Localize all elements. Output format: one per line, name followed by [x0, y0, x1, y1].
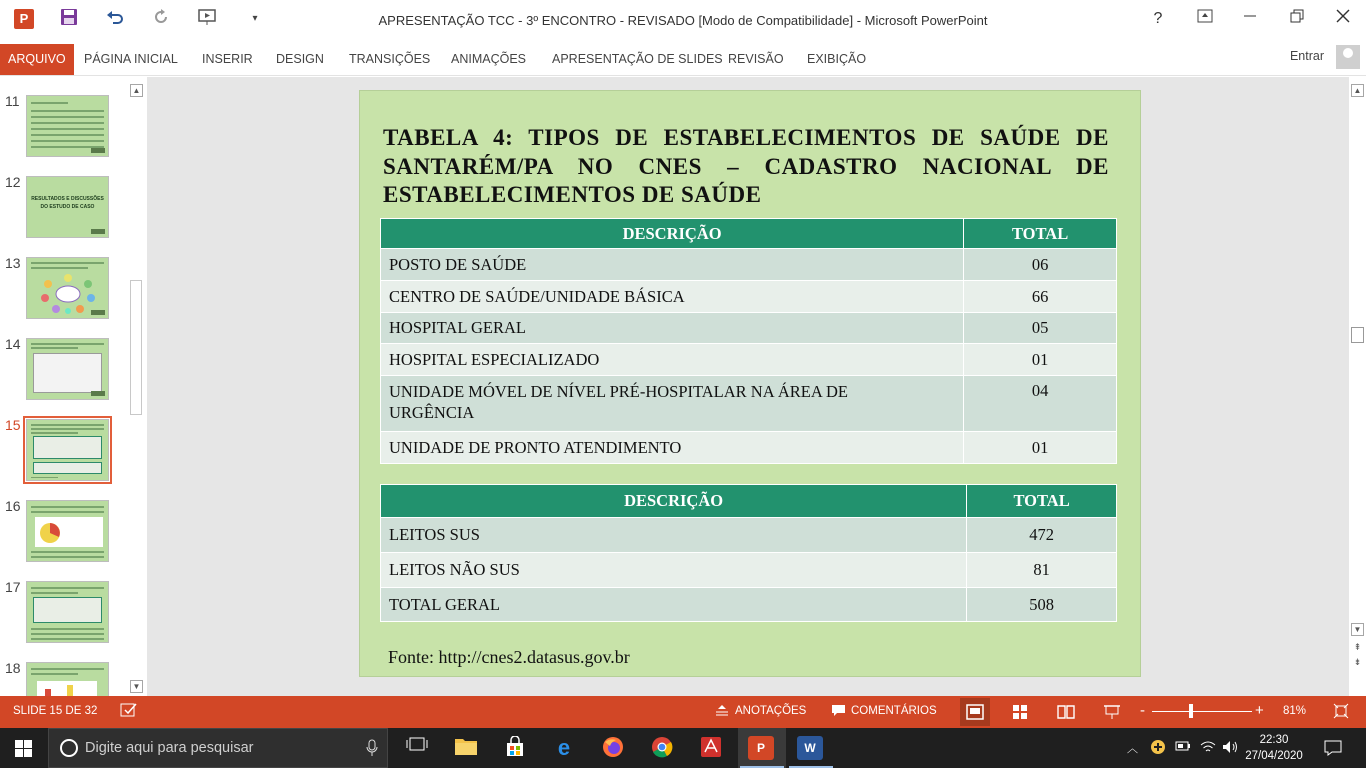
table-row	[381, 432, 1117, 464]
zoom-out-button[interactable]: -	[1140, 702, 1145, 719]
windows-taskbar	[0, 728, 1366, 768]
cortana-icon	[60, 739, 78, 757]
table-cell-description: TOTAL GERAL	[381, 588, 967, 622]
table-row	[381, 344, 1117, 376]
table-cell-description: LEITOS NÃO SUS	[381, 553, 967, 588]
slide-sorter-icon[interactable]	[1012, 704, 1028, 724]
thumbnail-number: 18	[5, 660, 21, 676]
thumbnail-number: 12	[5, 174, 21, 190]
thumbnail-title: RESULTADOS E DISCUSSÕES DO ESTUDO DE CASO	[31, 196, 104, 210]
table-row	[381, 588, 1117, 622]
slide-scrollbar[interactable]	[1349, 77, 1366, 696]
next-slide-icon[interactable]: ⇟	[1351, 657, 1364, 670]
reading-view-icon[interactable]	[1057, 704, 1075, 724]
sign-in-link[interactable]: Entrar	[1289, 49, 1324, 63]
slide-title[interactable]	[383, 124, 1109, 210]
column-header-descricao: DESCRIÇÃO	[381, 219, 964, 249]
table-cell-description: UNIDADE DE PRONTO ATENDIMENTO	[381, 432, 964, 464]
table-cell-total: 472	[967, 518, 1117, 553]
table-row	[381, 518, 1117, 553]
windows-start-icon[interactable]	[15, 740, 32, 757]
clock-time: 22:30	[1259, 734, 1289, 746]
slide-thumbnail-17[interactable]	[26, 581, 109, 643]
thumbnail-number: 13	[5, 255, 21, 271]
normal-view-icon[interactable]	[960, 698, 990, 726]
wifi-icon[interactable]	[1200, 740, 1216, 757]
search-placeholder: Digite aqui para pesquisar	[85, 740, 254, 756]
taskbar-clock[interactable]	[1240, 732, 1308, 764]
customize-quick-access-icon[interactable]: ▾	[252, 13, 258, 24]
notes-button[interactable]: ANOTAÇÕES	[735, 705, 807, 717]
table-row	[381, 313, 1117, 344]
user-avatar[interactable]	[1336, 45, 1360, 69]
scroll-up-icon[interactable]: ▲	[1351, 84, 1364, 97]
scroll-up-icon[interactable]: ▲	[130, 84, 143, 97]
tab-apresentacao-de-slides[interactable]: APRESENTAÇÃO DE SLIDES	[552, 52, 723, 66]
table-cell-description: CENTRO DE SAÚDE/UNIDADE BÁSICA	[381, 281, 964, 313]
zoom-level[interactable]: 81%	[1283, 705, 1307, 717]
table-row	[381, 376, 1117, 432]
table-cell-total: 01	[964, 344, 1117, 376]
edge-browser-icon[interactable]: e	[557, 735, 571, 760]
previous-slide-icon[interactable]: ⇞	[1351, 642, 1364, 655]
slide-thumbnail-15[interactable]	[26, 419, 109, 481]
save-icon[interactable]	[58, 8, 80, 30]
table-cell-total: 04	[964, 376, 1117, 432]
undo-icon[interactable]	[104, 8, 126, 30]
table-cell-description: HOSPITAL ESPECIALIZADO	[381, 344, 964, 376]
table-cell-total: 81	[967, 553, 1117, 588]
tab-revisao[interactable]: REVISÃO	[728, 52, 784, 66]
tab-animacoes[interactable]: ANIMAÇÕES	[451, 52, 527, 66]
zoom-slider-handle[interactable]	[1189, 704, 1193, 718]
slide-thumbnail-13[interactable]	[26, 257, 109, 319]
slide-thumbnail-18[interactable]	[26, 662, 109, 696]
spell-check-icon[interactable]	[120, 702, 138, 722]
table-cell-total: 508	[967, 588, 1117, 622]
show-hidden-icons-icon[interactable]: ︿	[1127, 743, 1138, 755]
source-note[interactable]: Fonte: http://cnes2.datasus.gov.br	[388, 647, 630, 667]
table-cell-description: POSTO DE SAÚDE	[381, 249, 964, 281]
title-bar	[0, 0, 1366, 44]
table-row	[381, 281, 1117, 313]
table-cell-total: 06	[964, 249, 1117, 281]
minimize-icon[interactable]	[1230, 6, 1270, 32]
tab-transicoes[interactable]: TRANSIÇÕES	[349, 52, 431, 66]
slide-title-line: ESTABELECIMENTOS DE SAÚDE	[383, 182, 762, 207]
start-presentation-icon[interactable]	[196, 8, 218, 30]
comments-button[interactable]: COMENTÁRIOS	[851, 705, 937, 717]
scrollbar-thumb[interactable]	[130, 280, 142, 415]
fit-slide-icon[interactable]	[1333, 703, 1349, 723]
action-center-icon[interactable]	[1324, 740, 1342, 759]
tab-inserir[interactable]: INSERIR	[202, 52, 253, 66]
thumbnail-number: 15	[5, 417, 21, 433]
table-cell-total: 66	[964, 281, 1117, 313]
slide-thumbnail-16[interactable]	[26, 500, 109, 562]
slide-show-icon[interactable]	[1103, 704, 1121, 724]
task-view-icon[interactable]	[404, 736, 430, 760]
thumbnail-number: 17	[5, 579, 21, 595]
zoom-slider-track[interactable]	[1152, 711, 1252, 712]
update-status-icon[interactable]	[1150, 739, 1166, 758]
ribbon-tabs	[0, 44, 1366, 76]
powerpoint-taskbar-icon[interactable]: P	[748, 736, 774, 760]
notes-icon[interactable]	[715, 704, 729, 722]
microsoft-store-icon[interactable]	[502, 736, 528, 760]
scroll-down-icon[interactable]: ▼	[130, 680, 143, 693]
table-cell-description: HOSPITAL GERAL	[381, 313, 964, 344]
table-cell-total: 05	[964, 313, 1117, 344]
tab-exibicao[interactable]: EXIBIÇÃO	[807, 52, 867, 66]
chrome-icon[interactable]	[649, 736, 675, 760]
firefox-icon[interactable]	[600, 736, 626, 760]
slide-indicator: SLIDE 15 DE 32	[13, 705, 98, 717]
word-taskbar-icon[interactable]: W	[797, 736, 823, 760]
microphone-icon[interactable]	[366, 739, 378, 761]
column-header-total: TOTAL	[964, 219, 1117, 249]
tab-arquivo[interactable]: ARQUIVO	[0, 44, 74, 75]
table-cell-description: UNIDADE MÓVEL DE NÍVEL PRÉ-HOSPITALAR NA ÁREA DE URGÊNCIA	[381, 376, 964, 432]
thumbnail-number: 14	[5, 336, 21, 352]
slide-thumbnail-14[interactable]	[26, 338, 109, 400]
slide-thumbnail-11[interactable]	[26, 95, 109, 157]
clock-date: 27/04/2020	[1245, 750, 1303, 762]
redo-icon[interactable]	[150, 8, 172, 30]
ribbon-display-options-icon[interactable]	[1185, 6, 1225, 32]
thumbnail-number: 16	[5, 498, 21, 514]
comments-icon[interactable]	[831, 704, 846, 722]
slide-thumbnail-12[interactable]	[26, 176, 109, 238]
column-header-total: TOTAL	[967, 485, 1117, 518]
acrobat-reader-icon[interactable]	[698, 736, 724, 760]
table-cell-total: 01	[964, 432, 1117, 464]
close-icon[interactable]	[1323, 6, 1363, 32]
thumbnail-number: 11	[5, 93, 20, 109]
scroll-down-icon[interactable]: ▼	[1351, 623, 1364, 636]
table-cell-description: LEITOS SUS	[381, 518, 967, 553]
slide-title-line: SANTARÉM/PA NO CNES – CADASTRO NACIONAL DE	[383, 153, 1109, 179]
thumbnail-scrollbar[interactable]	[129, 82, 144, 694]
slide-title-line: TABELA 4: TIPOS DE ESTABELECIMENTOS DE SAÚDE DE	[383, 125, 1109, 150]
tab-design[interactable]: DESIGN	[276, 52, 324, 66]
file-explorer-icon[interactable]	[453, 736, 479, 760]
scrollbar-thumb[interactable]	[1351, 327, 1364, 343]
restore-icon[interactable]	[1277, 6, 1317, 32]
column-header-descricao: DESCRIÇÃO	[381, 485, 967, 518]
volume-icon[interactable]	[1222, 740, 1240, 757]
taskbar-search[interactable]	[48, 728, 388, 768]
powerpoint-app-icon[interactable]: P	[14, 9, 34, 29]
help-button[interactable]: ?	[1153, 10, 1163, 27]
status-bar	[0, 696, 1366, 728]
table-row	[381, 553, 1117, 588]
battery-icon[interactable]	[1175, 740, 1191, 755]
establishments-table[interactable]	[380, 218, 1117, 464]
zoom-in-button[interactable]: +	[1255, 702, 1264, 719]
slide-thumbnail-pane	[0, 77, 145, 696]
beds-table[interactable]	[380, 484, 1117, 622]
table-row	[381, 249, 1117, 281]
window-title: APRESENTAÇÃO TCC - 3º ENCONTRO - REVISADO [Modo de Compatibilidade] - Microsoft PowerPoint	[378, 13, 988, 28]
tab-pagina-inicial[interactable]: PÁGINA INICIAL	[84, 52, 178, 66]
current-slide[interactable]	[359, 90, 1141, 677]
